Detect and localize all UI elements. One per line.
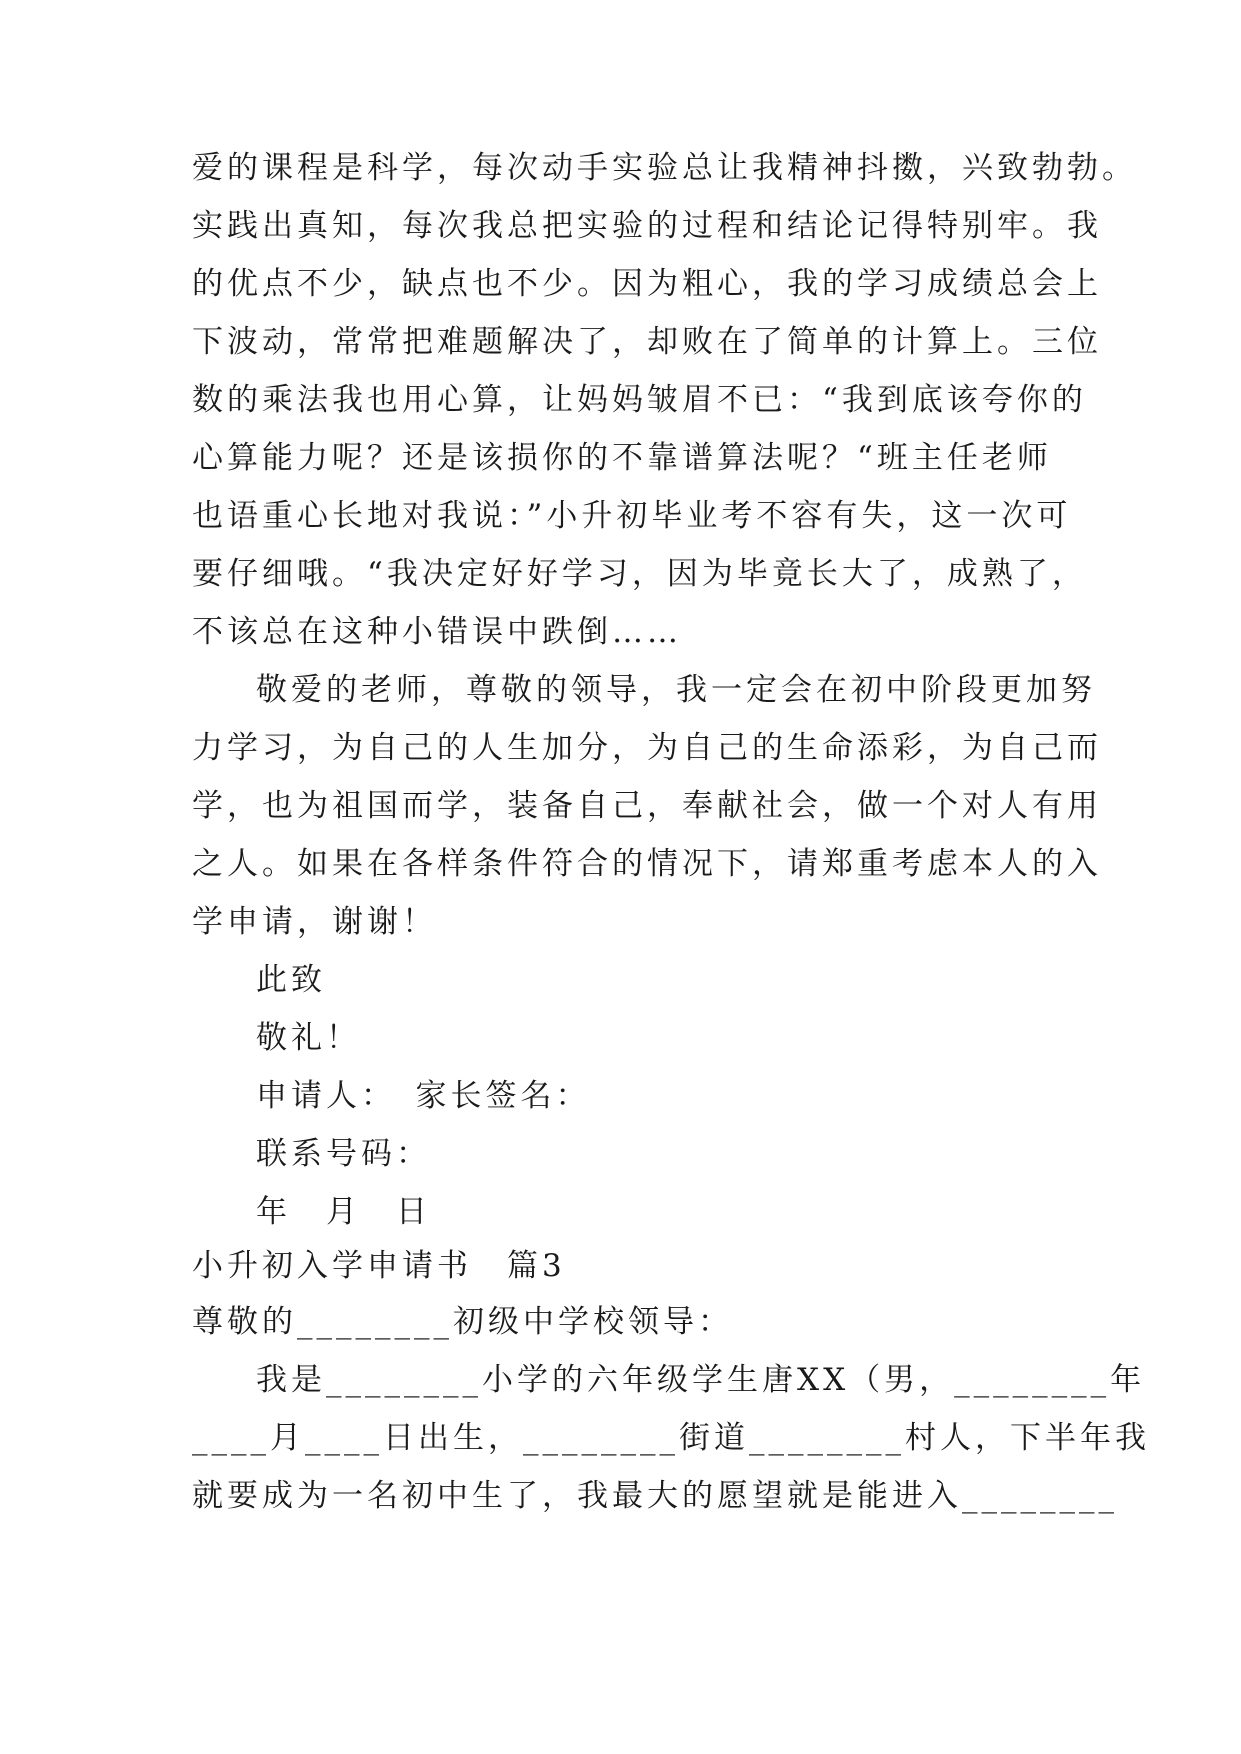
text-line: 就要成为一名初中生了，我最大的愿望就是能进入________ bbox=[192, 1478, 1118, 1514]
paragraph-first-line: 敬爱的老师，尊敬的领导，我一定会在初中阶段更加努 bbox=[256, 672, 1096, 708]
text-line: ____月____日出生，________街道________村人，下半年我 bbox=[192, 1420, 1150, 1456]
applicant-signature-line: 申请人： 家长签名： bbox=[256, 1078, 591, 1114]
paragraph-first-line: 我是________小学的六年级学生唐XX（男，________年 bbox=[256, 1362, 1146, 1398]
closing-salutation: 此致 bbox=[256, 962, 326, 998]
text-line: 不该总在这种小错误中跌倒…… bbox=[192, 614, 682, 650]
text-line: 之人。如果在各样条件符合的情况下，请郑重考虑本人的入 bbox=[192, 846, 1102, 882]
text-line: 心算能力呢？还是该损你的不靠谱算法呢？“班主任老师 bbox=[192, 440, 1052, 476]
text-line: 爱的课程是科学，每次动手实验总让我精神抖擞，兴致勃勃。 bbox=[192, 150, 1137, 186]
greeting-line: 尊敬的________初级中学校领导： bbox=[192, 1304, 733, 1340]
date-line: 年 月 日 bbox=[256, 1194, 431, 1230]
closing-regards: 敬礼！ bbox=[256, 1020, 361, 1056]
text-line: 力学习，为自己的人生加分，为自己的生命添彩，为自己而 bbox=[192, 730, 1102, 766]
text-line: 也语重心长地对我说：”小升初毕业考不容有失，这一次可 bbox=[192, 498, 1072, 534]
text-line: 的优点不少，缺点也不少。因为粗心，我的学习成绩总会上 bbox=[192, 266, 1102, 302]
text-line: 实践出真知，每次我总把实验的过程和结论记得特别牢。我 bbox=[192, 208, 1102, 244]
text-line: 下波动，常常把难题解决了，却败在了简单的计算上。三位 bbox=[192, 324, 1102, 360]
text-line: 要仔细哦。“我决定好好学习，因为毕竟长大了，成熟了， bbox=[192, 556, 1087, 592]
text-line: 学，也为祖国而学，装备自己，奉献社会，做一个对人有用 bbox=[192, 788, 1102, 824]
contact-number-line: 联系号码： bbox=[256, 1136, 431, 1172]
text-line: 学申请，谢谢！ bbox=[192, 904, 437, 940]
section-heading: 小升初入学申请书 篇3 bbox=[192, 1248, 566, 1284]
text-line: 数的乘法我也用心算，让妈妈皱眉不已：“我到底该夸你的 bbox=[192, 382, 1087, 418]
